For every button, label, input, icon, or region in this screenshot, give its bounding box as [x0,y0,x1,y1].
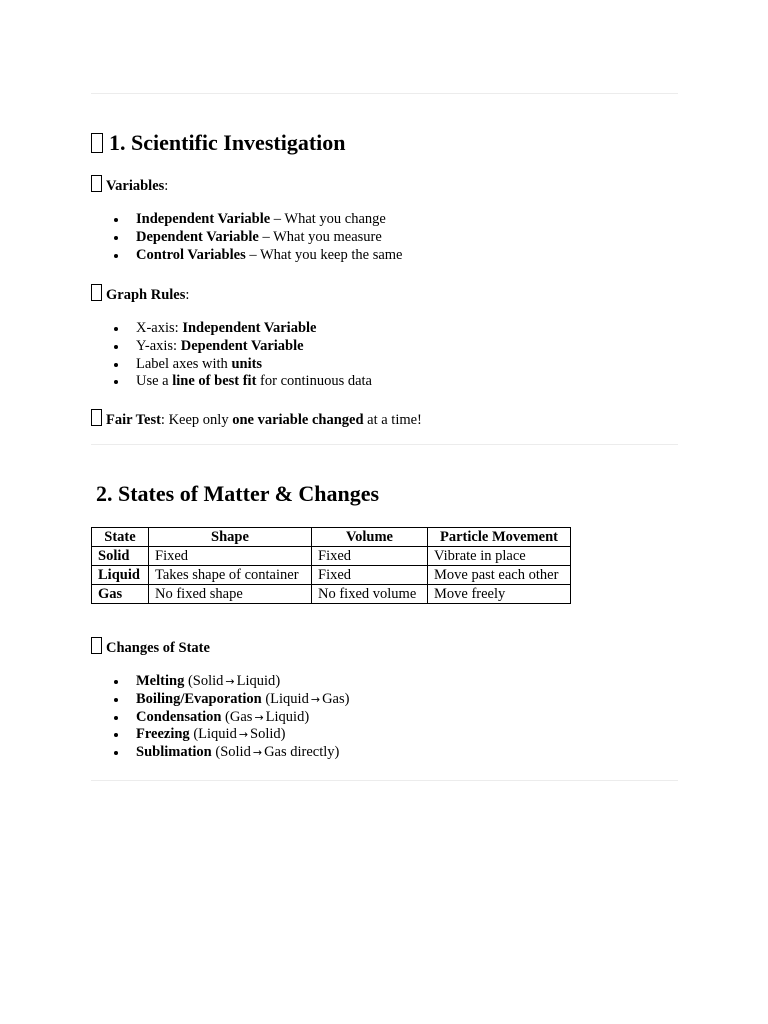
changes-of-state-list [91,673,349,762]
table-cell: Move past each other [428,566,571,585]
divider-bottom [91,780,678,781]
variables-list [91,211,403,264]
rule-text: X-axis: [136,320,183,336]
list-item [91,229,403,247]
variable-desc: – What you change [270,211,386,227]
changes-heading-text: Changes of State [106,640,210,656]
change-term: Sublimation [136,744,212,761]
section-2-title: 2. States of Matter & Changes [96,481,380,506]
column-header: Particle Movement [428,528,571,547]
change-term: Melting [136,673,185,689]
graph-rules-heading: Graph Rules: [91,284,189,304]
rule-bold: Independent Variable [182,320,317,336]
arrow-right-icon: → [225,675,235,688]
table-cell-state: Liquid [92,566,149,585]
table-cell: Fixed [149,547,312,566]
rule-text: Label axes with [136,355,232,372]
fair-test-bold: one variable changed [232,412,364,428]
list-item [91,356,372,374]
change-to: Liquid [236,673,276,689]
table-cell: Move freely [428,585,571,604]
states-of-matter-table [91,527,571,604]
variable-term: Dependent Variable [136,228,259,245]
table-row [92,585,571,604]
rule-text: Y-axis: [136,337,181,354]
variables-heading: Variables: [91,175,168,195]
variable-term: Control Variables [136,246,246,263]
table-row [92,566,571,585]
rule-text: Use a [136,373,173,390]
table-cell: No fixed volume [312,585,428,604]
section-1-title-text: 1. Scientific Investigation [109,130,346,155]
variable-desc: – What you measure [258,228,382,245]
variables-heading-text: Variables [106,178,165,194]
changes-of-state-heading [91,637,210,657]
column-header: Shape [149,528,312,547]
table-row [92,547,571,566]
list-item: Sublimation (Solid → Gas directly) [91,744,349,762]
change-term: Boiling/Evaporation [136,690,262,707]
table-header-row [92,528,571,547]
graph-rules-heading-text: Graph Rules [106,287,186,303]
table-cell-state: Gas [92,585,149,604]
change-to: Liquid [265,708,305,725]
list-item: Melting (Solid → Liquid) [91,673,349,691]
fair-test-text: at a time! [363,412,422,428]
change-from: Solid [220,744,251,761]
divider-top [91,93,678,94]
fair-test-term: Fair Test [106,412,161,428]
missing-glyph-icon [91,637,102,654]
missing-glyph-icon [91,284,102,301]
list-item [91,373,372,391]
list-item [91,320,372,338]
fair-test-paragraph [91,409,422,429]
missing-glyph-icon [91,133,103,153]
table-cell: Fixed [312,547,428,566]
table-cell-state: Solid [92,547,149,566]
table-cell: Vibrate in place [428,547,571,566]
divider-middle [91,444,678,445]
variable-term: Independent Variable [136,211,271,227]
change-to: Gas [322,690,345,707]
arrow-right-icon: → [254,710,264,724]
change-to: Solid [250,726,281,743]
list-item: Boiling/Evaporation (Liquid → Gas) [91,691,349,709]
rule-bold: units [231,355,263,372]
section-1-title [91,130,346,156]
table-cell: Fixed [312,566,428,585]
list-item [91,247,403,265]
list-item: Condensation (Gas → Liquid) [91,709,349,727]
fair-test-text: : Keep only [160,412,233,428]
column-header: Volume [312,528,428,547]
rule-bold: line of best fit [172,373,257,390]
list-item: Freezing (Liquid → Solid) [91,726,349,744]
rule-text: for continuous data [256,373,372,390]
column-header: State [92,528,149,547]
arrow-right-icon: → [238,728,249,742]
variable-desc: – What you keep the same [245,246,403,263]
list-item [91,211,403,229]
missing-glyph-icon [91,175,102,192]
change-to: Gas directly [264,744,335,761]
change-from: Liquid [270,690,309,707]
missing-glyph-icon [91,409,102,426]
change-from: Liquid [198,726,237,743]
graph-rules-list [91,320,372,391]
change-from: Solid [192,673,224,689]
table-cell: Takes shape of container [149,566,312,585]
list-item [91,338,372,356]
change-term: Condensation [136,708,222,725]
rule-bold: Dependent Variable [180,337,304,354]
arrow-right-icon: → [310,692,321,706]
change-term: Freezing [136,726,190,743]
change-from: Gas [229,708,253,725]
table-cell: No fixed shape [149,585,312,604]
arrow-right-icon: → [252,746,263,760]
